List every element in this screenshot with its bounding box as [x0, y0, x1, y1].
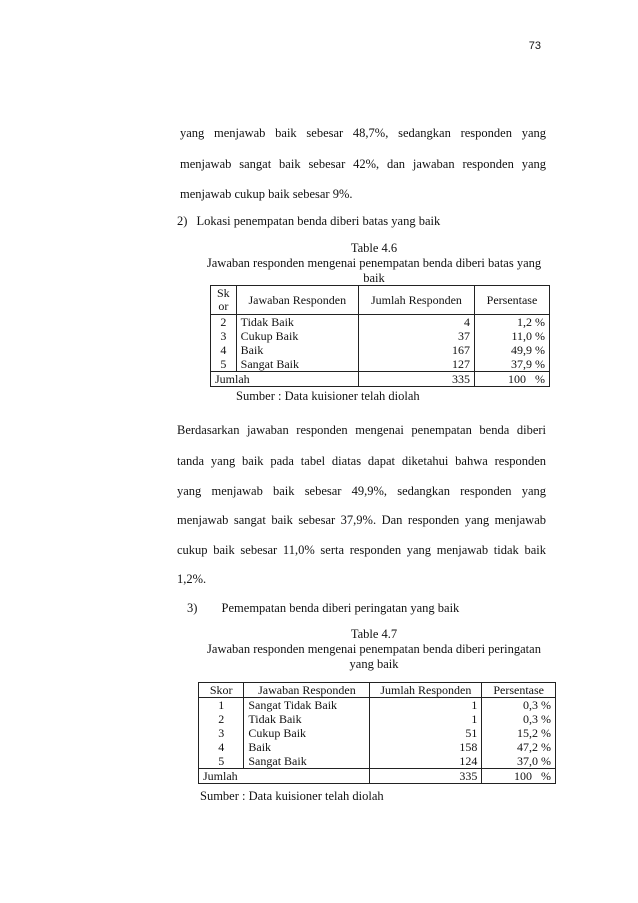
table-source: Sumber : Data kuisioner telah diolah [236, 389, 420, 403]
table-row [199, 740, 556, 754]
cell-skor: 1 [199, 698, 244, 713]
paragraph-line: yang menjawab baik sebesar 48,7%, sedangkan responden yang [180, 126, 546, 140]
cell-jawaban: Sangat Baik [236, 357, 358, 372]
total-persentase: 100 % [474, 372, 549, 387]
cell-jumlah: 37 [358, 329, 474, 343]
section-number: 3) [187, 601, 198, 615]
table-caption: yang baik [349, 657, 399, 671]
table-title: Table 4.7 [350, 627, 398, 641]
cell-persentase: 1,2 % [474, 315, 549, 330]
header-skor: Skor [199, 683, 244, 698]
paragraph-line: 1,2%. [177, 572, 207, 586]
cell-skor: 5 [211, 357, 237, 372]
cell-jumlah: 167 [358, 343, 474, 357]
cell-skor: 5 [199, 754, 244, 769]
cell-jumlah: 1 [370, 712, 482, 726]
cell-jawaban: Sangat Baik [244, 754, 370, 769]
header-jawaban: Jawaban Responden [236, 286, 358, 315]
paragraph-line: menjawab sangat baik sebesar 37,9%. Dan responden yang menjawab [177, 513, 546, 527]
cell-skor: 3 [199, 726, 244, 740]
cell-persentase: 15,2 % [482, 726, 556, 740]
cell-jawaban: Tidak Baik [244, 712, 370, 726]
header-jawaban: Jawaban Responden [244, 683, 370, 698]
table-row [199, 712, 556, 726]
cell-skor: 3 [211, 329, 237, 343]
cell-persentase: 0,3 % [482, 712, 556, 726]
section-title: Lokasi penempatan benda diberi batas yang baik [196, 214, 441, 228]
cell-skor: 2 [211, 315, 237, 330]
table-total-row [199, 769, 556, 784]
header-jumlah: Jumlah Responden [370, 683, 482, 698]
cell-jawaban: Baik [236, 343, 358, 357]
cell-jawaban: Sangat Tidak Baik [244, 698, 370, 713]
paragraph-line: Berdasarkan jawaban responden mengenai penempatan benda diberi [177, 423, 546, 437]
table-caption: Jawaban responden mengenai penempatan benda diberi peringatan [207, 642, 541, 656]
header-skor: Sk or [211, 286, 237, 315]
total-label: Jumlah [199, 769, 370, 784]
table-row [211, 315, 550, 330]
cell-persentase: 47,2 % [482, 740, 556, 754]
table-caption: baik [363, 271, 385, 285]
paragraph-line: menjawab sangat baik sebesar 42%, dan jawaban responden yang [180, 157, 546, 171]
table-row [199, 726, 556, 740]
cell-jumlah: 124 [370, 754, 482, 769]
paragraph-line: yang menjawab baik sebesar 49,9%, sedangkan responden yang [177, 484, 546, 498]
table-4-6 [210, 285, 550, 387]
table-row [199, 754, 556, 769]
total-persentase: 100 % [482, 769, 556, 784]
table-source: Sumber : Data kuisioner telah diolah [200, 789, 384, 803]
header-jumlah: Jumlah Responden [358, 286, 474, 315]
cell-persentase: 0,3 % [482, 698, 556, 713]
cell-persentase: 49,9 % [474, 343, 549, 357]
section-title: Pemempatan benda diberi peringatan yang baik [221, 601, 460, 615]
header-persentase: Persentase [474, 286, 549, 315]
paragraph-line: menjawab cukup baik sebesar 9%. [180, 187, 353, 201]
paragraph-line: cukup baik sebesar 11,0% serta responden yang menjawab tidak baik [177, 543, 546, 557]
cell-jawaban: Cukup Baik [244, 726, 370, 740]
table-4-7 [198, 682, 556, 784]
table-caption: Jawaban responden mengenai penempatan benda diberi batas yang [206, 256, 542, 270]
table-row [199, 698, 556, 713]
section-heading-2 [177, 214, 440, 229]
total-jumlah: 335 [358, 372, 474, 387]
page-number: 73 [528, 40, 541, 52]
cell-jumlah: 127 [358, 357, 474, 372]
cell-jumlah: 158 [370, 740, 482, 754]
cell-jawaban: Tidak Baik [236, 315, 358, 330]
table-header-row [211, 286, 550, 315]
cell-jumlah: 4 [358, 315, 474, 330]
table-row [211, 329, 550, 343]
cell-skor: 2 [199, 712, 244, 726]
cell-persentase: 37,9 % [474, 357, 549, 372]
cell-jumlah: 51 [370, 726, 482, 740]
cell-skor: 4 [211, 343, 237, 357]
cell-persentase: 11,0 % [474, 329, 549, 343]
header-persentase: Persentase [482, 683, 556, 698]
section-number: 2) [177, 214, 188, 228]
table-row [211, 357, 550, 372]
total-label: Jumlah [211, 372, 359, 387]
section-heading-3 [187, 601, 459, 616]
table-header-row [199, 683, 556, 698]
total-jumlah: 335 [370, 769, 482, 784]
cell-skor: 4 [199, 740, 244, 754]
table-row [211, 343, 550, 357]
table-total-row [211, 372, 550, 387]
paragraph-line: tanda yang baik pada tabel diatas dapat diketahui bahwa responden [177, 454, 546, 468]
cell-jawaban: Cukup Baik [236, 329, 358, 343]
table-title: Table 4.6 [350, 241, 398, 255]
cell-jawaban: Baik [244, 740, 370, 754]
cell-jumlah: 1 [370, 698, 482, 713]
cell-persentase: 37,0 % [482, 754, 556, 769]
